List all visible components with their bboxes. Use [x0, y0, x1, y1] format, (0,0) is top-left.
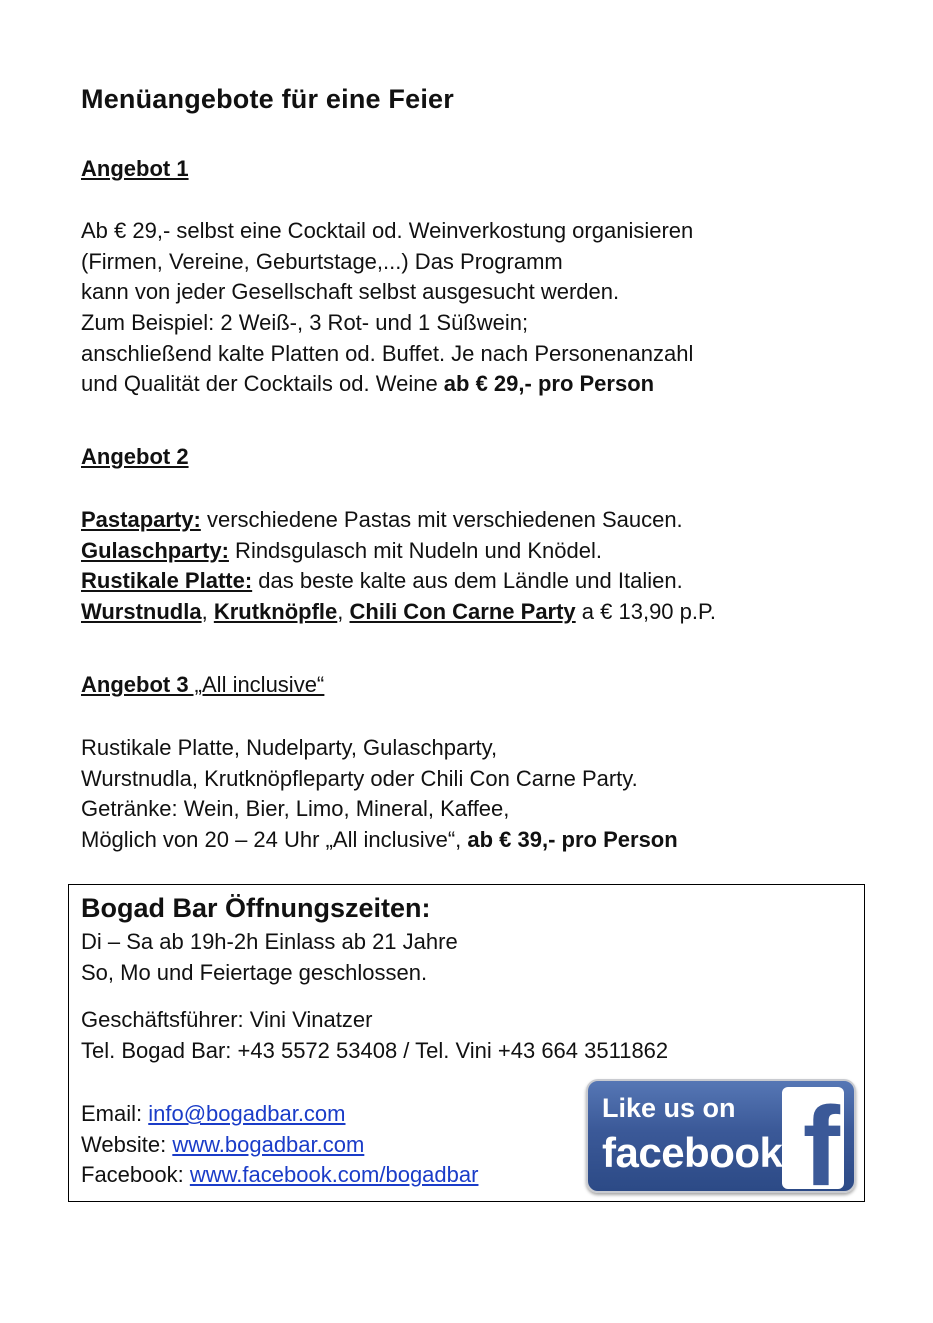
page-title: Menüangebote für eine Feier: [81, 84, 454, 114]
facebook-f-icon: f: [782, 1087, 844, 1189]
website-line: [81, 1130, 478, 1161]
facebook-wordmark: facebook: [602, 1129, 783, 1176]
offer2-text: [81, 505, 716, 628]
email-label: Email:: [81, 1101, 149, 1126]
separator: ,: [201, 599, 214, 625]
facebook-link[interactable]: www.facebook.com/bogadbar: [189, 1162, 479, 1188]
offer1-last-prefix: und Qualität der Cocktails od. Weine: [81, 371, 444, 397]
offer2-items-line: [81, 597, 716, 628]
email-line: [81, 1099, 478, 1130]
offer3-heading-main: Angebot 3: [81, 672, 189, 697]
item-krutknoepfle: Krutknöpfle: [213, 599, 338, 625]
manager-line: Geschäftsführer: Vini Vinatzer: [81, 1007, 373, 1032]
like-us-text: Like us on: [602, 1093, 736, 1123]
offer1-heading: Angebot 1: [81, 156, 189, 181]
offer2-rustikal-line: [81, 566, 716, 597]
rustikal-label: Rustikale Platte:: [81, 568, 253, 594]
offer3-line: Getränke: Wein, Bier, Limo, Mineral, Kaffee,: [81, 796, 510, 822]
gulasch-text: Rindsgulasch mit Nudeln und Knödel.: [228, 537, 602, 563]
facebook-like-badge[interactable]: [586, 1079, 856, 1193]
item-wurstnudla: Wurstnudla: [81, 599, 202, 625]
offer3-heading: [81, 672, 324, 698]
offer3-price: ab € 39,- pro Person: [467, 827, 678, 853]
offer2-gulasch-line: [81, 536, 716, 567]
gulasch-label: Gulaschparty:: [81, 537, 229, 563]
rustikal-text: das beste kalte aus dem Ländle und Italien.: [252, 568, 683, 594]
offer3-line: Wurstnudla, Krutknöpfleparty oder Chili Con Carne Party.: [81, 765, 638, 791]
offer3-heading-sub: „All inclusive“: [188, 672, 325, 697]
offer3-last-prefix: Möglich von 20 – 24 Uhr „All inclusive“,: [81, 827, 468, 853]
phone-line: Tel. Bogad Bar: +43 5572 53408 / Tel. Vini +43 664 3511862: [81, 1037, 669, 1063]
hours-line: Di – Sa ab 19h-2h Einlass ab 21 Jahre: [81, 929, 458, 954]
offer1-line: (Firmen, Vereine, Geburtstage,...) Das Programm: [81, 248, 563, 274]
offer3-line: [81, 825, 678, 856]
pasta-label: Pastaparty:: [81, 507, 201, 532]
links: [81, 1099, 478, 1191]
offer3-text: [81, 733, 678, 856]
website-link[interactable]: www.bogadbar.com: [172, 1131, 365, 1157]
facebook-line: [81, 1160, 478, 1191]
offer2-price: a € 13,90 p.P.: [575, 599, 716, 625]
offer1-line: Zum Beispiel: 2 Weiß-, 3 Rot- und 1 Süßwein;: [81, 310, 529, 336]
hours-line: So, Mo und Feiertage geschlossen.: [81, 959, 428, 985]
offer1-line: [81, 369, 693, 400]
pasta-text: verschiedene Pastas mit verschiedenen Saucen.: [200, 507, 683, 532]
contact-info: [81, 1005, 668, 1066]
separator: ,: [337, 599, 350, 625]
info-box: [68, 884, 865, 1202]
facebook-label: Facebook:: [81, 1162, 190, 1188]
offer2-pasta-line: [81, 505, 716, 536]
opening-hours-title: Bogad Bar Öffnungszeiten:: [81, 893, 431, 923]
opening-hours: [81, 927, 458, 988]
offer1-line: anschließend kalte Platten od. Buffet. Je nach Personenanzahl: [81, 340, 694, 366]
offer1-line: kann von jeder Gesellschaft selbst ausgesucht werden.: [81, 279, 620, 305]
offer1-price: ab € 29,- pro Person: [443, 371, 655, 397]
offer2-heading: Angebot 2: [81, 444, 189, 469]
website-label: Website:: [81, 1131, 173, 1157]
offer3-line: Rustikale Platte, Nudelparty, Gulaschparty,: [81, 735, 498, 760]
email-link[interactable]: info@bogadbar.com: [148, 1101, 346, 1126]
offer1-text: [81, 216, 693, 400]
item-chili: Chili Con Carne Party: [349, 599, 576, 625]
offer1-line: Ab € 29,- selbst eine Cocktail od. Weinverkostung organisieren: [81, 218, 694, 243]
